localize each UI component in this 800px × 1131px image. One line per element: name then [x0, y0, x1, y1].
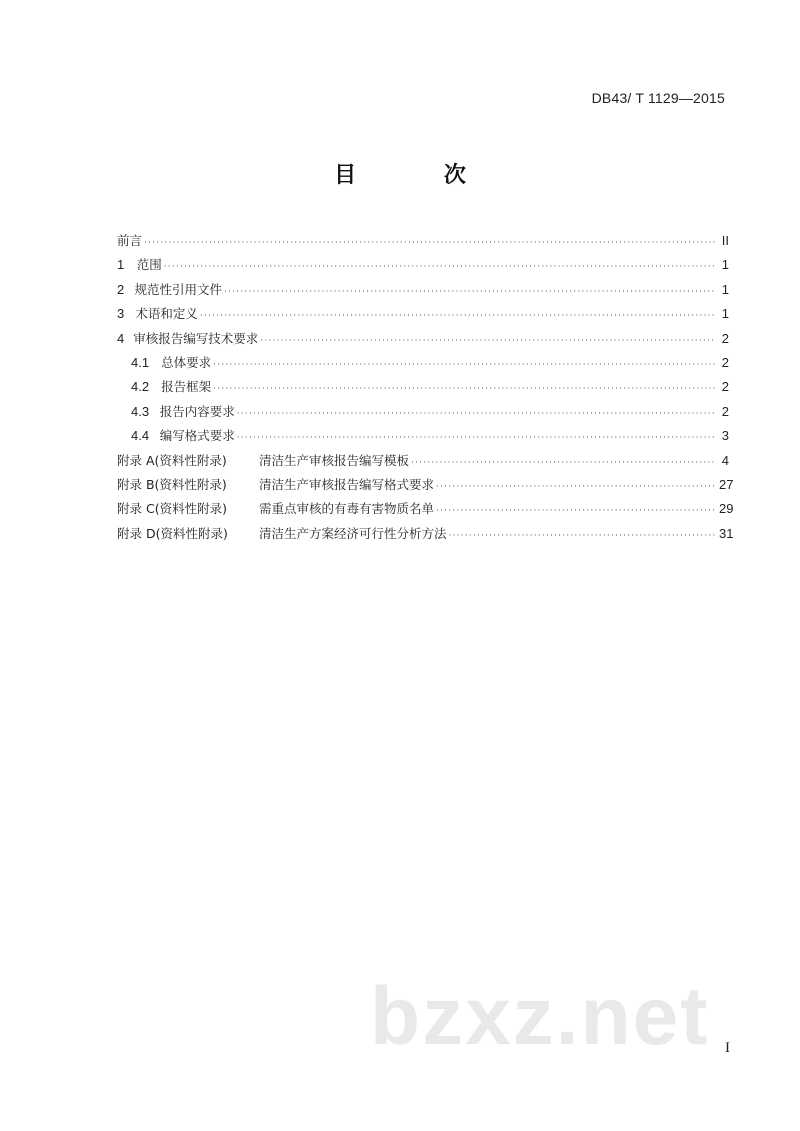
toc-entry-page: II	[721, 233, 729, 248]
dot-leader	[164, 255, 716, 279]
toc-entry-page: 2	[721, 330, 729, 346]
dot-leader	[237, 402, 716, 426]
appendix-heading: 附录 D(资料性附录)	[117, 525, 228, 541]
toc-entry-format-requirements[interactable]	[117, 424, 729, 448]
page-number: I	[725, 1040, 730, 1056]
toc-entry-general-requirements[interactable]	[117, 351, 729, 375]
appendix-title: 需重点审核的有毒有害物质名单	[259, 501, 435, 517]
toc-entry-content-requirements[interactable]	[117, 400, 729, 424]
toc-entry-appendix-a[interactable]	[117, 449, 729, 473]
toc-entry-page: 1	[721, 306, 729, 322]
dot-leader	[436, 475, 716, 499]
dot-leader	[237, 426, 716, 450]
dot-leader	[411, 451, 716, 475]
watermark: bzxz.net	[370, 971, 710, 1062]
toc-entry-number: 2	[117, 281, 125, 297]
table-of-contents	[117, 229, 734, 546]
appendix-heading: 附录 B(资料性附录)	[117, 476, 227, 492]
dot-leader	[436, 499, 716, 523]
toc-entry-page: 2	[721, 379, 729, 395]
toc-entry-page: 1	[721, 281, 729, 297]
toc-entry-label: 审核报告编写技术要求	[133, 330, 259, 346]
toc-entry-page: 2	[721, 354, 729, 370]
dot-leader	[213, 377, 716, 401]
dot-leader	[260, 329, 716, 353]
toc-entry-technical-requirements[interactable]	[117, 327, 729, 351]
toc-entry-number: 4.2	[131, 379, 150, 395]
toc-entry-label: 总体要求	[161, 354, 212, 370]
toc-entry-label: 术语和定义	[135, 306, 198, 322]
toc-entry-normative-references[interactable]	[117, 278, 729, 302]
toc-entry-page: 3	[721, 428, 729, 444]
toc-entry-appendix-b[interactable]	[117, 473, 734, 497]
toc-entry-number: 1	[117, 257, 125, 273]
appendix-heading: 附录 A(资料性附录)	[117, 452, 227, 468]
toc-entry-label: 规范性引用文件	[134, 281, 223, 297]
toc-entry-label	[117, 473, 434, 497]
dot-leader	[213, 353, 716, 377]
dot-leader	[224, 280, 716, 304]
document-code: DB43/ T 1129—2015	[591, 90, 725, 106]
appendix-title: 清洁生产审核报告编写模板	[259, 452, 410, 468]
toc-entry-label: 范围	[136, 257, 162, 273]
toc-entry-number: 4.3	[131, 403, 150, 419]
toc-entry-foreword[interactable]	[117, 229, 729, 253]
appendix-heading: 附录 C(资料性附录)	[117, 501, 227, 517]
toc-entry-page: 1	[721, 257, 729, 273]
toc-entry-label: 报告框架	[161, 379, 212, 395]
page-title: 目 次	[334, 163, 506, 188]
dot-leader	[200, 304, 716, 328]
toc-entry-scope[interactable]	[117, 253, 729, 277]
toc-entry-page: 31	[719, 525, 734, 541]
toc-entry-appendix-d[interactable]	[117, 522, 734, 546]
toc-entry-page: 4	[721, 452, 729, 468]
toc-entry-page: 2	[721, 403, 729, 419]
toc-entry-label: 编写格式要求	[159, 428, 235, 444]
toc-entry-number: 3	[117, 306, 125, 322]
appendix-title: 清洁生产审核报告编写格式要求	[259, 476, 435, 492]
toc-entry-report-framework[interactable]	[117, 375, 729, 399]
toc-entry-page: 29	[719, 501, 734, 517]
toc-entry-number: 4	[117, 330, 125, 346]
appendix-title: 清洁生产方案经济可行性分析方法	[259, 525, 447, 541]
toc-entry-label	[117, 522, 447, 546]
dot-leader	[144, 231, 716, 255]
toc-entry-number: 4.4	[131, 428, 150, 444]
toc-entry-page: 27	[719, 476, 734, 492]
dot-leader	[449, 524, 716, 548]
toc-entry-appendix-c[interactable]	[117, 497, 734, 521]
toc-entry-label: 前言	[117, 233, 143, 248]
toc-entry-label: 报告内容要求	[159, 403, 235, 419]
toc-entry-label	[117, 449, 409, 473]
toc-entry-terms-definitions[interactable]	[117, 302, 729, 326]
toc-entry-number: 4.1	[131, 354, 150, 370]
toc-entry-label	[117, 497, 434, 521]
